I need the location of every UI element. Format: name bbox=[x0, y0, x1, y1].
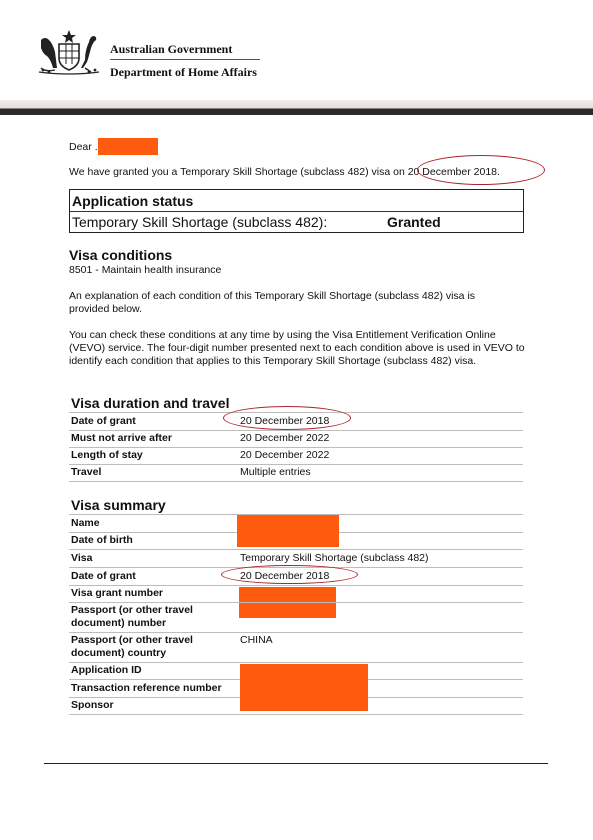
visa-value: Temporary Skill Shortage (subclass 482) bbox=[240, 552, 429, 564]
duration-label: Travel bbox=[71, 466, 102, 478]
passport-number-label-line2: document) number bbox=[71, 617, 167, 629]
letterhead bbox=[0, 0, 593, 108]
summary-heading: Visa summary bbox=[71, 497, 166, 513]
annotation-oval-summary-grant-date bbox=[221, 565, 358, 584]
row-divider bbox=[69, 430, 523, 431]
conditions-explanation: An explanation of each condition of this Temporary Skill Shortage (subclass 482) visa is provided below. bbox=[69, 290, 476, 315]
name-label: Name bbox=[71, 517, 100, 529]
status-heading: Application status bbox=[72, 193, 194, 209]
grant-sentence: We have granted you a Temporary Skill Shortage (subclass 482) visa on 20 December 2018. bbox=[69, 166, 500, 178]
status-visa-label: Temporary Skill Shortage (subclass 482): bbox=[72, 214, 328, 230]
duration-label: Date of grant bbox=[71, 415, 136, 427]
row-divider bbox=[69, 447, 523, 448]
duration-value: Multiple entries bbox=[240, 466, 311, 478]
grant-number-label: Visa grant number bbox=[71, 587, 163, 599]
footer-divider bbox=[44, 763, 548, 764]
letterhead-divider bbox=[110, 59, 260, 60]
row-divider bbox=[69, 714, 523, 715]
status-result: Granted bbox=[387, 214, 441, 230]
row-divider bbox=[69, 585, 523, 586]
grant-date-value: 20 December 2018 bbox=[240, 570, 330, 582]
salutation bbox=[69, 141, 98, 153]
application-id-label: Application ID bbox=[71, 664, 142, 676]
gov-name: Australian Government bbox=[110, 42, 233, 56]
sponsor-label: Sponsor bbox=[71, 699, 114, 711]
passport-country-value: CHINA bbox=[240, 634, 273, 646]
duration-value: 20 December 2018 bbox=[240, 415, 330, 427]
row-divider bbox=[69, 662, 523, 663]
duration-value: 20 December 2022 bbox=[240, 449, 330, 461]
annotation-oval-date-of-grant bbox=[223, 406, 351, 430]
row-divider bbox=[69, 602, 523, 603]
row-divider bbox=[69, 632, 523, 633]
dob-label: Date of birth bbox=[71, 534, 133, 546]
row-divider bbox=[69, 464, 523, 465]
duration-label: Must not arrive after bbox=[71, 432, 172, 444]
visa-label: Visa bbox=[71, 552, 93, 564]
conditions-heading: Visa conditions bbox=[69, 247, 173, 263]
salutation-suffix: . bbox=[94, 141, 98, 153]
passport-country-label-line2: document) country bbox=[71, 647, 167, 659]
vevo-paragraph: You can check these conditions at any time by using the Visa Entitlement Verification Online (VEVO) service. The four-digit number presented next to each condition above is used in VEVO to identify each condition that applies to this Temporary Skill Shortage (subclass 482) visa. bbox=[69, 329, 525, 367]
redacted-name-salutation bbox=[98, 138, 158, 155]
coat-of-arms-icon bbox=[35, 28, 103, 76]
grant-date-label: Date of grant bbox=[71, 570, 136, 582]
duration-heading: Visa duration and travel bbox=[71, 395, 230, 411]
annotation-oval-grant-date bbox=[417, 155, 545, 185]
row-divider bbox=[69, 549, 523, 550]
header-band bbox=[0, 100, 593, 115]
department-name: Department of Home Affairs bbox=[110, 65, 257, 79]
condition-8501: 8501 - Maintain health insurance bbox=[69, 264, 222, 276]
duration-label: Length of stay bbox=[71, 449, 143, 461]
passport-number-label-line1: Passport (or other travel bbox=[71, 604, 193, 616]
transaction-label: Transaction reference number bbox=[71, 682, 222, 694]
row-divider bbox=[69, 481, 523, 482]
redacted-application-details bbox=[240, 664, 368, 711]
redacted-name-dob bbox=[237, 515, 339, 547]
passport-country-label-line1: Passport (or other travel bbox=[71, 634, 193, 646]
status-divider bbox=[70, 211, 523, 212]
salutation-text: Dear bbox=[69, 141, 92, 153]
duration-value: 20 December 2022 bbox=[240, 432, 330, 444]
